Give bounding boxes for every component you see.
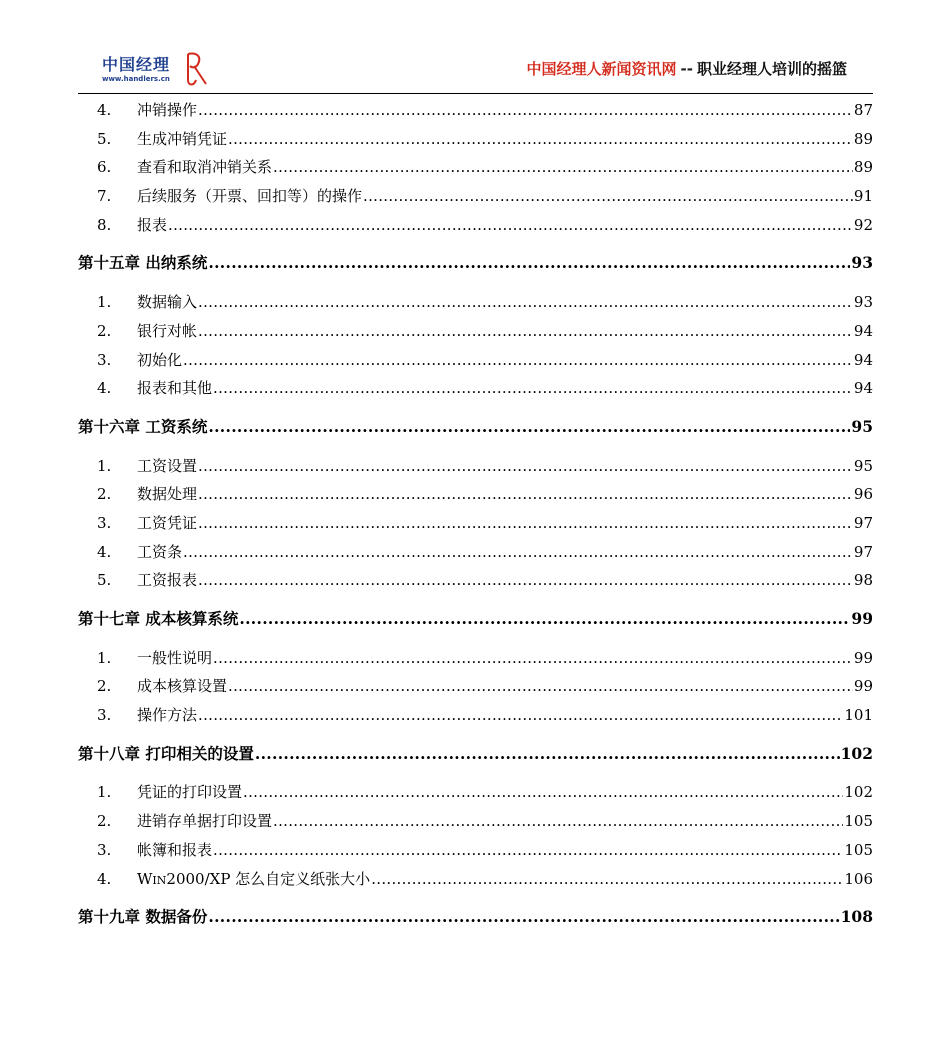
toc-item[interactable]: 1. 数据输入 ..... 93 [78,288,873,317]
page-header [78,44,873,92]
toc-item[interactable]: 5. 生成冲销凭证 ..... 89 [78,125,873,154]
logo-mark-icon [184,50,208,88]
toc-item[interactable]: 4. WIN2000/XP 怎么自定义纸张大小 ..... 106 [78,865,873,894]
toc-item[interactable]: 2. 成本核算设置 ..... 99 [78,672,873,701]
toc-item[interactable]: 1. 一般性说明 ..... 99 [78,644,873,673]
logo-text: 中国经理 [102,55,171,74]
toc-item[interactable]: 3. 初始化 ..... 94 [78,346,873,375]
table-of-contents [78,96,873,942]
toc-chapter-18[interactable]: 第十八章 打印相关的设置 ..... 102 [78,740,873,769]
toc-item[interactable]: 2. 银行对帐 ..... 94 [78,317,873,346]
toc-chapter-19[interactable]: 第十九章 数据备份 ..... 108 [78,903,873,932]
header-slogan: 中国经理人新闻资讯网 -- 职业经理人培训的摇篮 [526,60,847,78]
toc-item[interactable]: 4. 工资条 ..... 97 [78,538,873,567]
header-divider [78,93,873,94]
logo-url: www.handlers.cn [102,75,170,83]
toc-chapter-15[interactable]: 第十五章 出纳系统 ..... 93 [78,249,873,278]
toc-item[interactable]: 2. 数据处理 ..... 96 [78,480,873,509]
handlers-logo [98,50,208,90]
toc-item[interactable]: 4. 冲销操作 ..... 87 [78,96,873,125]
toc-item[interactable]: 3. 帐簿和报表 ..... 105 [78,836,873,865]
toc-item[interactable]: 1. 工资设置 ..... 95 [78,452,873,481]
toc-item[interactable]: 3. 工资凭证 ..... 97 [78,509,873,538]
toc-item[interactable]: 8. 报表 ..... 92 [78,211,873,240]
toc-item[interactable]: 7. 后续服务（开票、回扣等）的操作 ..... 91 [78,182,873,211]
toc-item[interactable]: 3. 操作方法 ..... 101 [78,701,873,730]
toc-chapter-17[interactable]: 第十七章 成本核算系统 ..... 99 [78,605,873,634]
toc-item[interactable]: 6. 查看和取消冲销关系 ..... 89 [78,153,873,182]
toc-chapter-16[interactable]: 第十六章 工资系统 ..... 95 [78,413,873,442]
toc-item[interactable]: 5. 工资报表 ..... 98 [78,566,873,595]
toc-item[interactable]: 2. 进销存单据打印设置 ..... 105 [78,807,873,836]
toc-item[interactable]: 1. 凭证的打印设置 ..... 102 [78,778,873,807]
toc-item[interactable]: 4. 报表和其他 ..... 94 [78,374,873,403]
